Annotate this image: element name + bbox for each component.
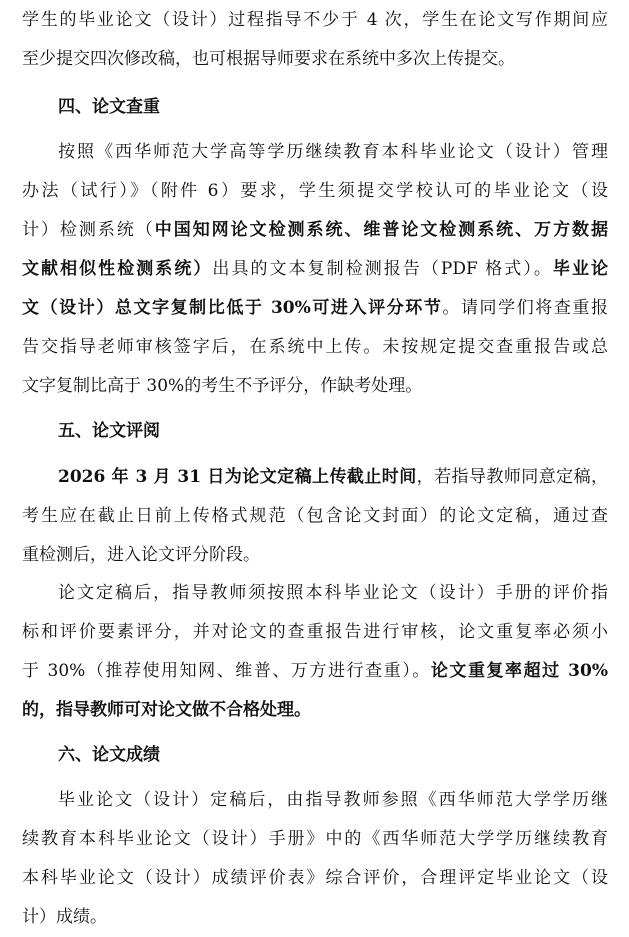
- section-heading-paper-grade: 六、论文成绩: [58, 745, 160, 765]
- text-run: 出具的文本复制检测报告（PDF 格式）。: [212, 259, 553, 279]
- text-line: [22, 219, 608, 241]
- text-line: [22, 258, 608, 280]
- text-line: 毕业论文（设计）定稿后，由指导教师参照《西华师范大学学历继: [58, 790, 608, 810]
- text-line: [22, 297, 608, 319]
- text-run: 。请同学们将查重报: [442, 298, 608, 318]
- text-line: 考生应在截止日前上传格式规范（包含论文封面）的论文定稿，通过查: [22, 506, 608, 526]
- text-line: 按照《西华师范大学高等学历继续教育本科毕业论文（设计）管理: [58, 142, 608, 162]
- text-run: ，若指导教师同意定稿，: [416, 467, 608, 487]
- text-line: 办法（试行）》（附件 6）要求，学生须提交学校认可的毕业论文（设: [22, 181, 608, 201]
- bold-text-run: 2026 年 3 月 31 日为论文定稿上传截止时间: [58, 467, 417, 487]
- text-line: 学生的毕业论文（设计）过程指导不少于 4 次，学生在论文写作期间应: [22, 10, 608, 30]
- text-line: 本科毕业论文（设计）成绩评价表》综合评价，合理评定毕业论文（设: [22, 868, 608, 888]
- text-line: 告交指导老师审核签字后，在系统中上传。未按规定提交查重报告或总: [22, 337, 608, 357]
- bold-text-run: 文（设计）总文字复制比低于 30%可进入评分环节: [22, 298, 443, 318]
- bold-text-run: 论文重复率超过 30%: [430, 661, 608, 681]
- bold-text-run: 文献相似性检测系统）: [22, 259, 213, 279]
- text-line: [58, 466, 608, 488]
- text-line: 重检测后，进入论文评分阶段。: [22, 545, 260, 565]
- text-run: 计）检测系统（: [22, 220, 155, 240]
- text-line: 文字复制比高于 30%的考生不予评分，作缺考处理。: [22, 376, 423, 396]
- text-run: 于 30%（推荐使用知网、维普、万方进行查重）。: [22, 661, 431, 681]
- section-heading-paper-review: 五、论文评阅: [58, 421, 160, 441]
- text-line: 的，指导教师可对论文做不合格处理。: [22, 700, 311, 720]
- bold-text-run: 中国知网论文检测系统、维普论文检测系统、万方数据: [154, 220, 608, 240]
- text-line: 续教育本科毕业论文（设计）手册》中的《西华师范大学学历继续教育: [22, 829, 608, 849]
- text-line: 计）成绩。: [22, 907, 107, 927]
- section-heading-plagiarism-check: 四、论文查重: [58, 97, 160, 117]
- text-line: 论文定稿后，指导教师须按照本科毕业论文（设计）手册的评价指: [58, 583, 608, 603]
- text-line: 至少提交四次修改稿，也可根据导师要求在系统中多次上传提交。: [22, 49, 515, 69]
- text-line: 标和评价要素评分，并对论文的查重报告进行审核，论文重复率必须小: [22, 622, 608, 642]
- text-line: [22, 660, 608, 682]
- bold-text-run: 毕业论: [552, 259, 608, 279]
